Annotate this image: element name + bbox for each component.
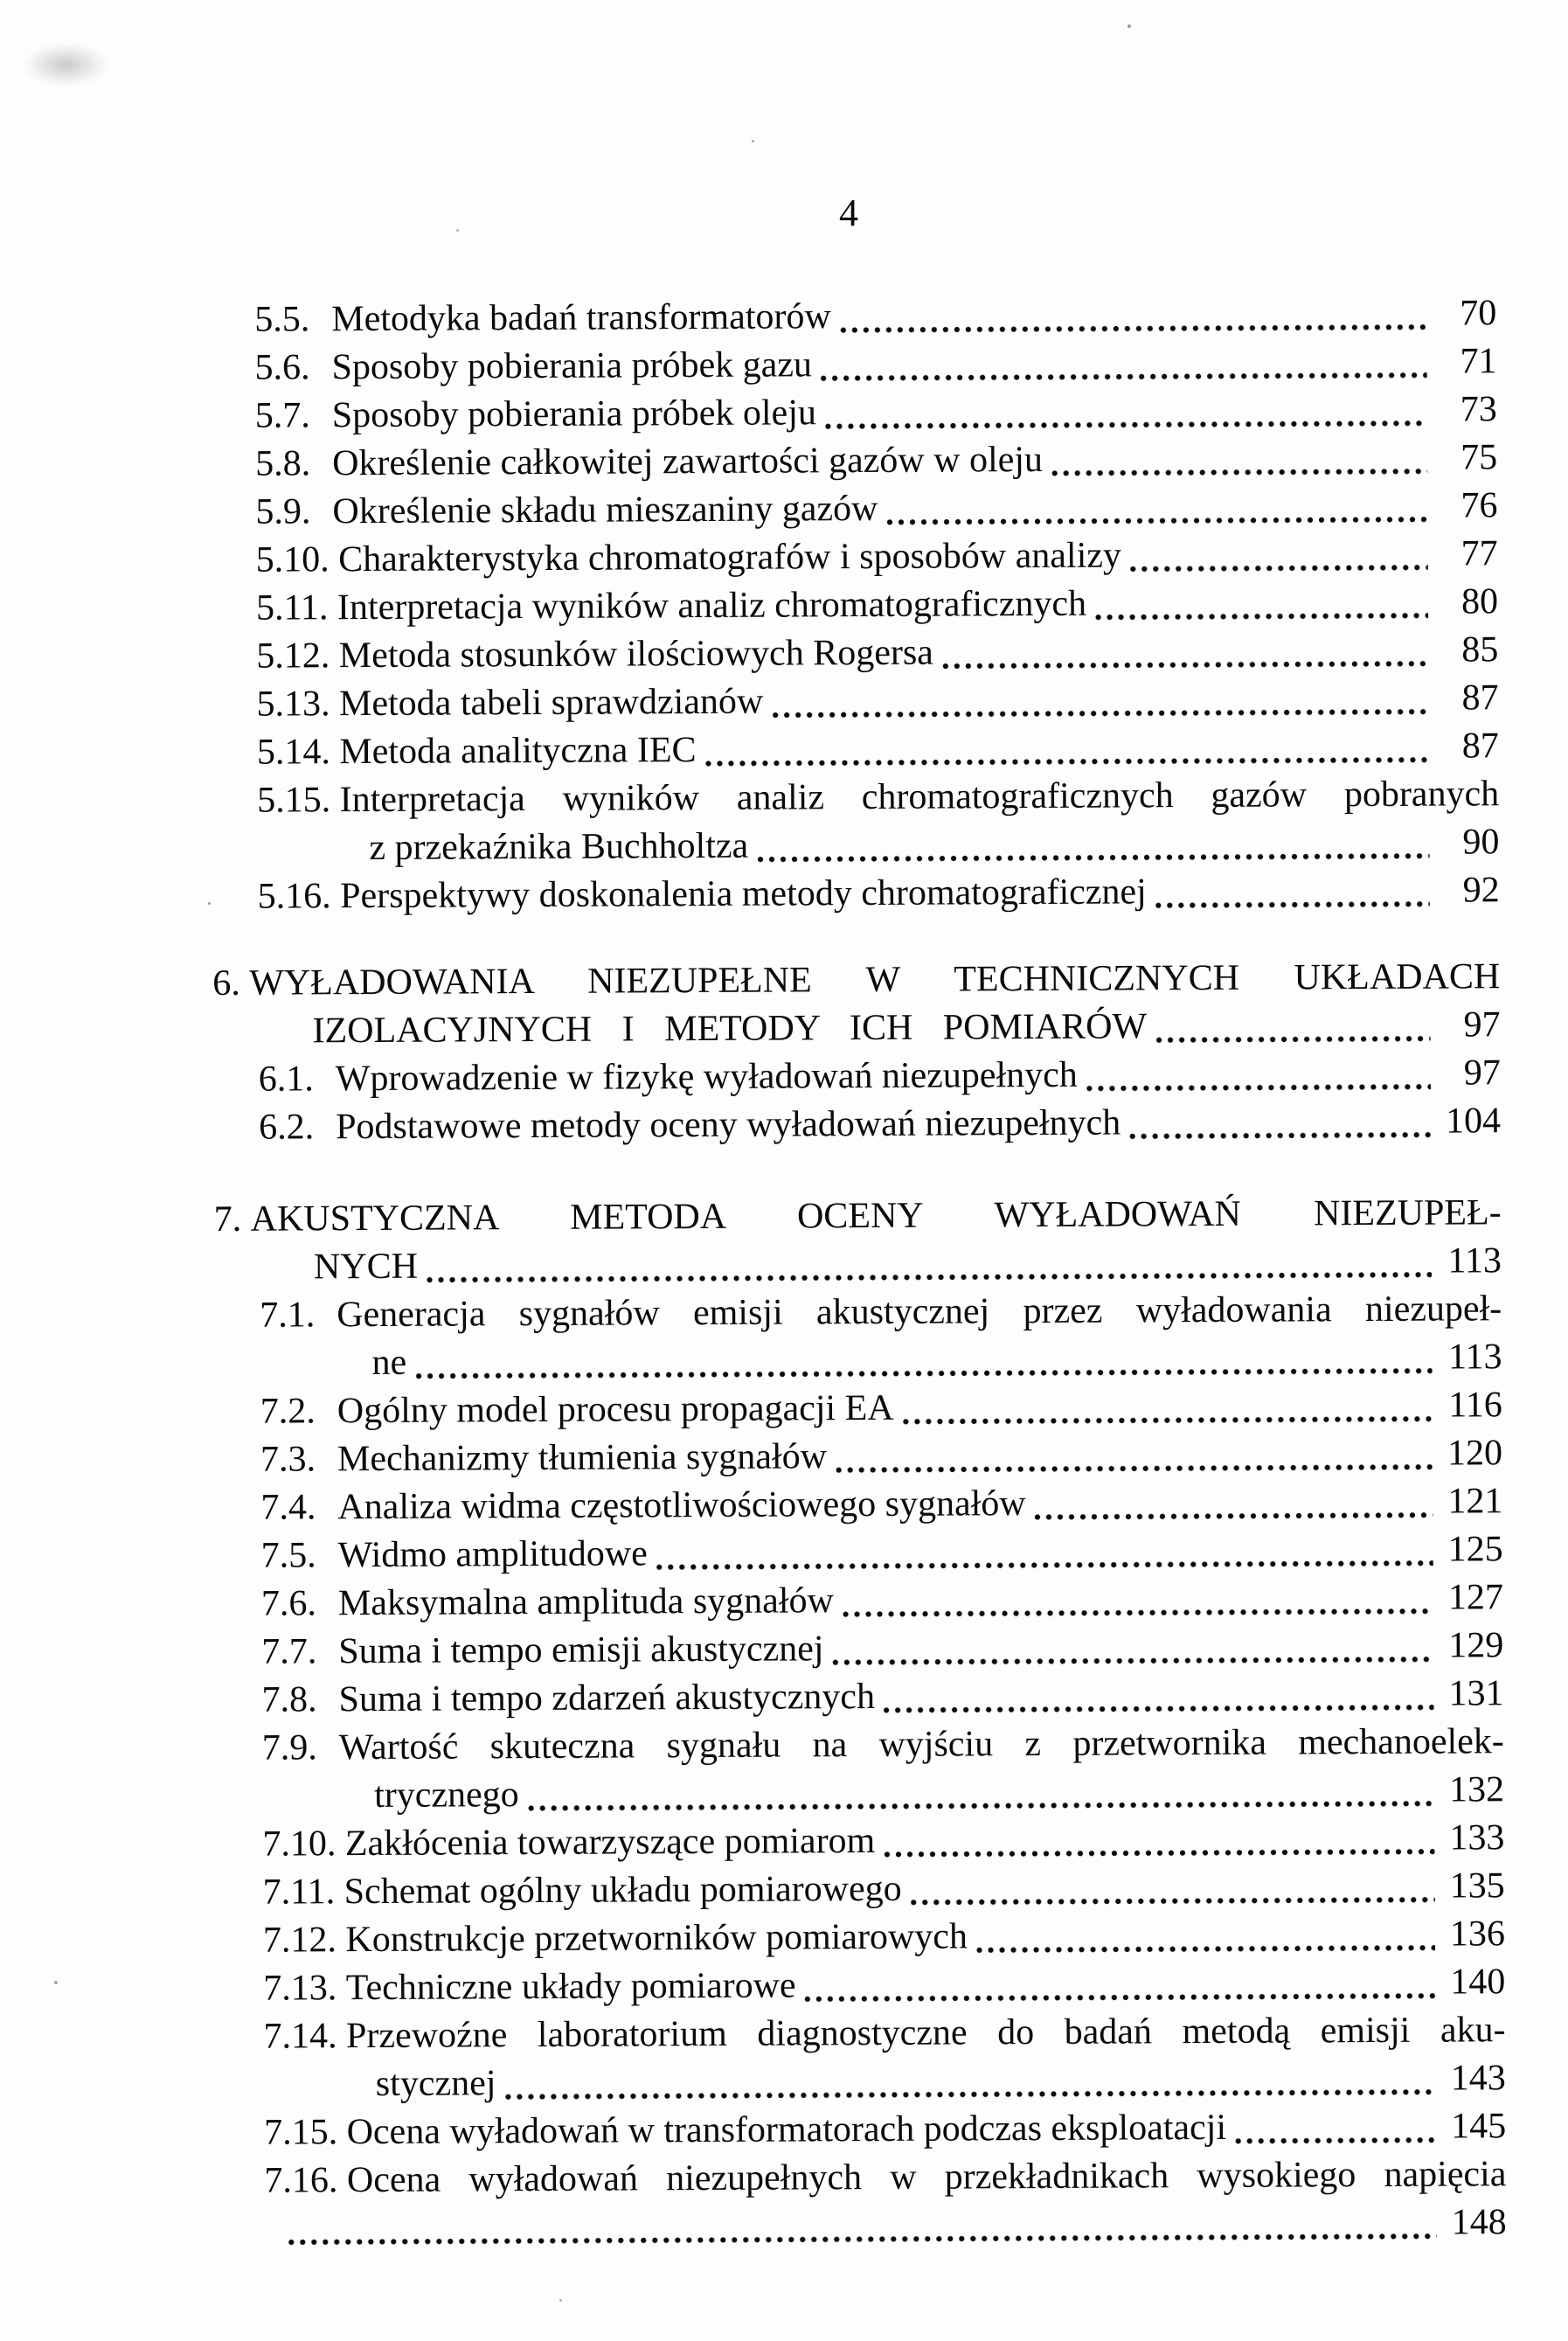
toc-entry-title: stycznej [375, 2063, 496, 2104]
dot-leader [976, 1945, 1435, 1954]
toc-entry-page: 71 [1460, 341, 1497, 382]
dot-leader [942, 661, 1428, 670]
dot-leader [505, 2089, 1436, 2101]
toc-entry-page: 132 [1448, 1769, 1505, 1810]
toc-entry [256, 626, 1498, 680]
toc-entry [263, 1958, 1505, 2012]
dot-leader [1035, 1512, 1433, 1520]
toc-entry [256, 530, 1498, 584]
toc-entry-title: NYCH [313, 1246, 419, 1288]
toc-entry [259, 1049, 1501, 1103]
toc-entry-page: 77 [1460, 533, 1498, 574]
toc-entry-title: Określenie całkowitej zawartości gazów w oleju [332, 439, 1044, 484]
dot-leader [757, 853, 1429, 863]
toc-entry-page: 70 [1460, 293, 1497, 334]
dot-leader [886, 517, 1427, 525]
toc-entry-title: Charakterystyka chromatografów i sposobów analizy [338, 535, 1122, 580]
toc-entry-number: 6. [212, 962, 250, 1004]
scan-speck [752, 140, 754, 142]
toc-entry-title: Widmo amplitudowe [337, 1533, 648, 1576]
toc-entry [261, 1573, 1503, 1628]
toc-entry-number: 7.15. [264, 2112, 347, 2153]
toc-entry [259, 1097, 1501, 1151]
dot-leader [528, 1801, 1434, 1811]
toc-entry [254, 289, 1496, 344]
toc-entry-title: 7.14. Przewoźne laboratorium diagnostyczne do badań metodą emisji aku- [263, 2006, 1505, 2060]
dot-leader [1129, 1132, 1431, 1140]
toc-entry-number: 7.9. [261, 1727, 327, 1768]
toc-entry-number: 5.11. [255, 587, 338, 629]
toc-entry-title: z przekaźnika Buchholtza [369, 825, 749, 869]
dot-leader [415, 1368, 1432, 1379]
toc-entry [258, 866, 1500, 920]
toc-entry-title: Suma i tempo zdarzeń akustycznych [338, 1676, 876, 1720]
toc-entry-number: 7.10. [262, 1823, 346, 1865]
toc-entry-number: 5.16. [257, 876, 341, 917]
toc-entry-title: Sposoby pobierania próbek oleju [331, 392, 817, 436]
toc-entry-page: 87 [1461, 726, 1499, 767]
toc-entry-continuation [258, 1001, 1500, 1055]
toc-entry-number: 7.11. [262, 1872, 344, 1913]
toc-entry-number: 7.5. [260, 1535, 326, 1576]
scan-speck [1127, 24, 1131, 28]
dot-leader [840, 324, 1427, 334]
toc-entry [263, 1862, 1505, 1916]
toc-entry-page: 131 [1448, 1673, 1504, 1714]
dot-leader [843, 1608, 1433, 1618]
toc-entry-title: 7. AKUSTYCZNA METODA OCENY WYŁADOWAŃ NIEZUPEŁ- [214, 1189, 1502, 1244]
toc-entry-page: 85 [1461, 629, 1499, 670]
toc-entry-number: 7.3. [260, 1439, 325, 1480]
toc-entry [264, 2150, 1506, 2205]
toc-entry [257, 770, 1499, 824]
toc-entry-title: Suma i tempo emisji akustycznej [338, 1629, 824, 1672]
toc-entry-title: IZOLACYJNYCH I METODY ICH POMIARÓW [312, 1006, 1148, 1052]
dot-leader [884, 1849, 1434, 1858]
toc-entry-title: Metoda stosunków ilościowych Rogersa [338, 632, 934, 677]
dot-leader [911, 1897, 1435, 1906]
toc-entry-page: 140 [1450, 1962, 1506, 2003]
toc-entry [257, 722, 1499, 776]
toc-entry-page: 133 [1449, 1817, 1505, 1858]
toc-entry-title: 7.16. Ocena wyładowań niezupełnych w przekładnikach wysokiego napięcia [264, 2150, 1506, 2205]
toc-entry-number: 5.13. [256, 684, 340, 725]
toc-entry-continuation [264, 2054, 1506, 2108]
toc-entry-title: 7.9. Wartość skuteczna sygnału na wyjściu z przetwornika mechanoelek- [262, 1718, 1504, 1772]
toc-entry [255, 386, 1497, 440]
toc-entry-number: 7.1. [260, 1295, 324, 1336]
table-of-contents [0, 289, 1568, 2254]
toc-entry-number: 7.12. [262, 1920, 346, 1961]
toc-entry-page: 73 [1460, 389, 1497, 430]
toc-entry-number: 5.8. [255, 443, 320, 484]
dot-leader [821, 372, 1427, 382]
dot-leader [1095, 613, 1428, 621]
toc-entry [263, 2006, 1505, 2060]
toc-entry-page: 90 [1462, 822, 1500, 863]
toc-entry-title: ne [371, 1342, 407, 1383]
dot-leader [1155, 901, 1430, 909]
toc-entry [255, 434, 1497, 488]
toc-entry-title: trycznego [374, 1775, 519, 1816]
toc-entry-page: 75 [1460, 437, 1498, 478]
toc-entry-number: 5.7. [254, 395, 320, 436]
toc-entry [261, 1525, 1503, 1580]
toc-entry [262, 1814, 1504, 1868]
toc-entry-page: 97 [1463, 1004, 1501, 1045]
toc-entry-continuation [265, 2199, 1507, 2253]
toc-entry-title: Sposoby pobierania próbek gazu [331, 344, 813, 388]
toc-entry-number: 7. [213, 1198, 251, 1240]
toc-section-heading [212, 953, 1500, 1008]
dot-leader [772, 709, 1428, 719]
toc-entry-title: Metoda analityczna IEC [339, 730, 697, 773]
toc-entry-title: 6. WYŁADOWANIA NIEZUPEŁNE W TECHNICZNYCH UKŁADACH [212, 953, 1500, 1008]
toc-entry-page: 97 [1463, 1052, 1501, 1094]
scan-smudge [24, 44, 108, 86]
toc-entry [264, 2102, 1506, 2157]
toc-entry-number: 7.7. [261, 1631, 326, 1672]
toc-entry [256, 578, 1498, 632]
toc-entry-page: 127 [1447, 1577, 1504, 1618]
dot-leader [1155, 1036, 1430, 1044]
toc-entry [261, 1670, 1503, 1724]
toc-entry-number: 5.14. [256, 732, 340, 773]
toc-entry-title: Wprowadzenie w fizykę wyładowań niezupełnych [335, 1054, 1078, 1100]
toc-entry-page: 143 [1450, 2058, 1506, 2099]
toc-entry-page: 113 [1447, 1337, 1502, 1378]
toc-entry-title: Ocena wyładowań w transformatorach podczas eksploatacji [346, 2107, 1227, 2153]
toc-entry-number: 7.8. [261, 1679, 327, 1720]
toc-entry [256, 674, 1498, 728]
toc-entry-title: 5.15. Interpretacja wyników analiz chromatograficznych gazów pobranych [257, 770, 1499, 824]
toc-entry-page: 135 [1449, 1865, 1505, 1907]
toc-entry-number: 5.5. [254, 299, 319, 340]
dot-leader [903, 1416, 1433, 1425]
toc-entry-title: Konstrukcje przetworników pomiarowych [345, 1916, 968, 1961]
dot-leader [1051, 469, 1427, 476]
toc-entry-number: 5.9. [255, 491, 321, 532]
toc-entry-page: 87 [1461, 677, 1499, 719]
toc-entry-page: 76 [1460, 485, 1498, 526]
toc-entry-page: 80 [1460, 581, 1499, 622]
toc-entry-number: 5.15. [257, 780, 340, 821]
toc-entry-number: 7.2. [260, 1391, 325, 1432]
toc-entry-title: Interpretacja wyników analiz chromatograficznych [336, 583, 1087, 629]
toc-entry-title: Metoda tabeli sprawdzianów [338, 681, 764, 725]
toc-entry-page: 113 [1447, 1240, 1502, 1282]
toc-entry-number: 7.6. [260, 1583, 326, 1624]
toc-entry-title: Schemat ogólny układu pomiarowego [343, 1868, 902, 1913]
dot-leader [705, 757, 1429, 767]
toc-entry [263, 1910, 1505, 1964]
toc-entry-number: 6.2. [259, 1107, 323, 1148]
toc-entry-title: Maksymalna amplituda sygnałów [337, 1580, 834, 1624]
toc-entry-continuation [262, 1766, 1504, 1820]
dot-leader [656, 1560, 1433, 1571]
toc-entry-number: 5.12. [256, 636, 339, 677]
toc-entry-number: 7.14. [263, 2016, 347, 2057]
toc-entry-title: Perspektywy doskonalenia metody chromatograficznej [340, 872, 1147, 917]
toc-entry [262, 1718, 1504, 1772]
dot-leader [427, 1272, 1432, 1283]
toc-entry-number: 7.16. [264, 2160, 348, 2201]
dot-leader [288, 2233, 1437, 2246]
dot-leader [825, 420, 1427, 430]
toc-entry-number: 5.10. [255, 539, 339, 580]
dot-leader [1130, 565, 1428, 573]
toc-entry-page: 121 [1447, 1481, 1503, 1522]
dot-leader [833, 1657, 1434, 1666]
toc-section-heading [214, 1189, 1502, 1244]
dot-leader [805, 1993, 1436, 2003]
toc-entry-title: 7.1. Generacja sygnałów emisji akustycznej przez wyładowania niezupeł- [260, 1285, 1502, 1339]
dot-leader [1086, 1084, 1431, 1092]
toc-entry-page: 116 [1448, 1385, 1502, 1426]
toc-entry-title: Podstawowe metody oceny wyładowań niezupełnych [336, 1102, 1121, 1148]
toc-entry-title: Metodyka badań transformatorów [331, 296, 831, 340]
toc-entry [261, 1622, 1503, 1676]
toc-entry [260, 1429, 1502, 1483]
toc-entry-title: Mechanizmy tłumienia sygnałów [336, 1436, 828, 1480]
toc-entry [260, 1381, 1502, 1435]
toc-entry-page: 120 [1447, 1433, 1503, 1474]
dot-leader [836, 1464, 1433, 1474]
dot-leader [884, 1705, 1434, 1713]
toc-entry-title: Analiza widma częstotliwościowego sygnałów [337, 1483, 1026, 1528]
toc-entry-title: Techniczne układy pomiarowe [345, 1965, 796, 2009]
toc-entry [254, 337, 1496, 392]
page-number: 4 [839, 191, 858, 234]
scan-speck [559, 2299, 562, 2302]
toc-entry [260, 1285, 1502, 1339]
toc-entry-page: 129 [1448, 1625, 1504, 1666]
toc-entry-title: Ogólny model procesu propagacji EA [336, 1387, 894, 1432]
toc-entry [255, 482, 1497, 536]
toc-entry-title: Zakłócenia towarzyszące pomiarom [344, 1820, 876, 1865]
toc-entry-page: 148 [1451, 2202, 1507, 2243]
dot-leader [1235, 2137, 1436, 2144]
toc-entry-page: 92 [1462, 870, 1500, 911]
toc-entry-continuation [260, 1237, 1502, 1291]
toc-entry-page: 104 [1445, 1101, 1502, 1142]
toc-entry-page: 136 [1449, 1914, 1506, 1955]
toc-entry-number: 7.4. [260, 1487, 326, 1528]
toc-entry-number: 6.1. [258, 1059, 323, 1100]
toc-entry-continuation [257, 818, 1499, 872]
scan-speck [456, 229, 459, 232]
toc-entry-number: 5.6. [254, 347, 320, 388]
toc-entry [260, 1477, 1502, 1532]
toc-entry-number: 7.13. [263, 1968, 346, 2009]
toc-entry-continuation [260, 1333, 1502, 1387]
toc-entry-page: 145 [1451, 2106, 1507, 2147]
toc-entry-title: Określenie składu mieszaniny gazów [332, 488, 878, 532]
toc-entry-page: 125 [1447, 1529, 1503, 1570]
